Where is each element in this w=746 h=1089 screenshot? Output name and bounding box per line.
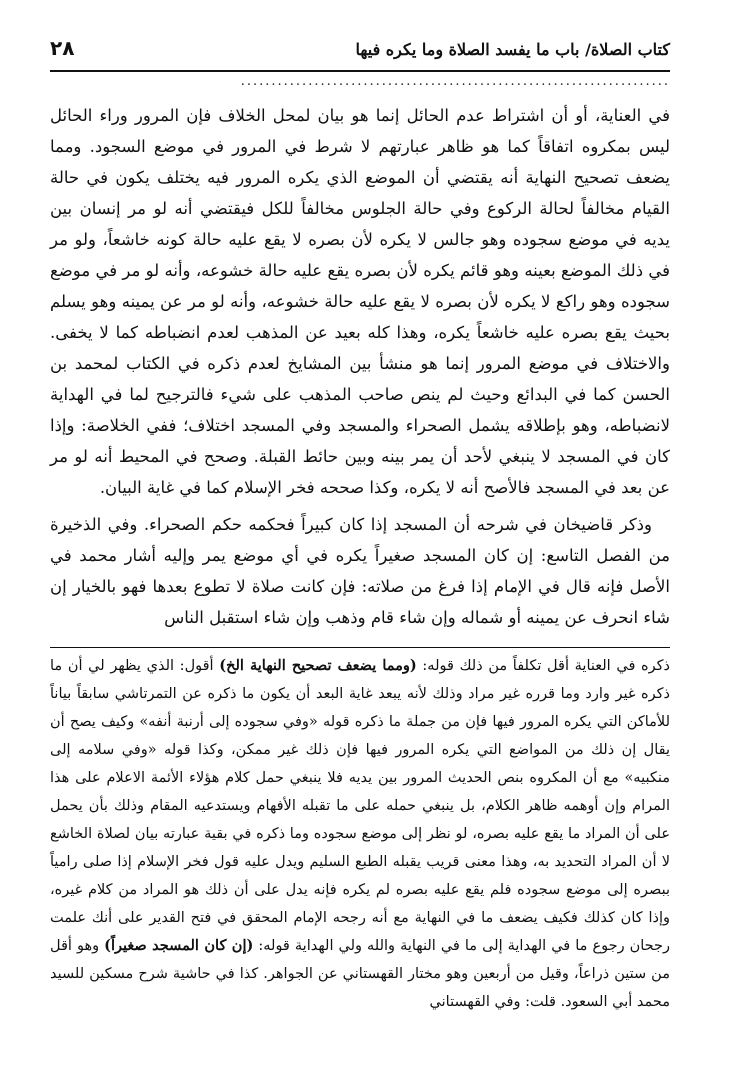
book-page: [50, 36, 670, 1016]
footnote-body-2: وهو أقل من ستين ذراعاً، وقيل من أربعين وهو مختار القهستاني عن الجواهر. كذا في حاشية شرح مسكين للسيد محمد أبي السعود. قلت: وفي القهستاني: [50, 938, 670, 1010]
footnote-body-1: أقول: الذي يظهر لي أن ما ذكره غير وارد وما قرره غير مراد وذلك لأنه يبعد غاية البعد أن يكون ما ذكره عن التمرتاشي سابقاً بياناً للأماكن التي يكره المرور فيها فإن من جملة ما ذكره قوله «وفي سجوده إلى أرنبة أنفه» وكيف يصح أن يقال إن ذلك من المواضع التي يكره المرور فيها فإن ذلك غير ممكن، وكذا قوله «وفي سلامه إلى منكبيه» مع أن المكروه بنص الحديث المرور بين يديه فلا ينبغي حمل كلام هؤلاء الأئمة الاعلام على هذا المرام وإن أوهمه ظاهر الكلام، بل ينبغي حمله على ما تقبله الأفهام ويستدعيه المقام وذلك بأن يحمل على أن المراد ما يقع عليه بصره، لو نظر إلى موضع سجوده وما ذكره في بقية عبارته بيان لصلاة الخاشع لا أن المراد التحديد به، وهذا معنى قريب يقبله الطبع السليم ويدل عليه قول فخر الإسلام إذا صلى رامياً ببصره إلى موضع سجوده فلم يقع عليه بصره لم يكره فإنه يدل على أن ذلك هو المراد من كلام غيره، وإذا كان كذلك فكيف يضعف ما في النهاية مع أنه رجحه الإمام المحقق في فتح القدير على أنك علمت رجحان رجوع ما في الهداية إلى ما في النهاية والله ولي الهداية قوله:: [50, 658, 670, 954]
main-text: [50, 100, 670, 633]
page-number: ٢٨: [50, 36, 75, 60]
running-title: كتاب الصلاة/ باب ما يفسد الصلاة وما يكره فيها: [355, 40, 670, 59]
footnotes: [50, 652, 670, 1016]
main-paragraph-2: وذكر قاضيخان في شرحه أن المسجد إذا كان كبيراً فحكمه حكم الصحراء. وفي الذخيرة من الفصل التاسع: إن كان المسجد صغيراً يكره في أي موضع يمر وإليه أشار محمد في الأصل فإنه قال في الإمام إذا فرغ من صلاته: فإن كانت صلاة لا تطوع بعدها فهو بالخيار إن شاء انحرف عن يمينه أو شماله وإن شاء قام وذهب وإن شاء استقبل الناس: [50, 515, 670, 627]
footnote-lemma-1: (ومما يضعف تصحيح النهاية الخ): [219, 657, 417, 674]
footnote-paragraph: [50, 652, 670, 1016]
page-header: [50, 36, 670, 72]
footnote-lemma-2: (إن كان المسجد صغيراً): [104, 937, 254, 954]
footnote-intro: ذكره في العناية أقل تكلفاً من ذلك قوله:: [416, 658, 670, 674]
main-paragraph-1: في العناية، أو أن اشتراط عدم الحائل إنما هو بيان لمحل الخلاف فإن المرور وراء الحائل ليس بمكروه اتفاقاً كما هو ظاهر عبارتهم لا شرط في المرور في موضع السجود. ومما يضعف تصحيح النهاية أنه يقتضي أن الموضع الذي يكره المرور فيه يختلف يكون في حالة القيام مخالفاً لحالة الركوع وفي حالة الجلوس مخالفاً للكل فيقتضي أنه لو مر إنسان بين يديه في موضع سجوده وهو جالس لا يكره لأن بصره لا يقع عليه حالة كونه خاشعاً، ولو مر في ذلك الموضع بعينه وهو قائم يكره لأن بصره يقع عليه حالة خشوعه، وأنه لو مر في موضع سجوده وهو راكع لا يكره لأن بصره لا يقع عليه حالة خشوعه، وأنه لو مر عن يمينه وهو يسلم بحيث يقع بصره عليه خاشعاً يكره، وهذا كله بعيد عن المذهب لعدم انضباطه كما لا يخفى. والاختلاف في موضع المرور إنما هو منشأ بين المشايخ لعدم ذكره في الكتاب لمحمد بن الحسن كما في البدائع وحيث لم ينص صاحب المذهب على شيء فالترجيح لما في الهداية لانضباطه، وهو بإطلاقه يشمل الصحراء والمسجد وفي المسجد اختلاف؛ ففي الخلاصة: وإذا كان في المسجد لا ينبغي لأحد أن يمر بينه وبين حائط القبلة. وصحح في المحيط أنه لو مر عن بعد في المسجد فالأصح أنه لا يكره، وكذا صححه فخر الإسلام كما في غاية البيان.: [50, 106, 670, 497]
footnote-rule: [50, 647, 670, 648]
dotted-separator: ......................................................................: [240, 74, 670, 89]
